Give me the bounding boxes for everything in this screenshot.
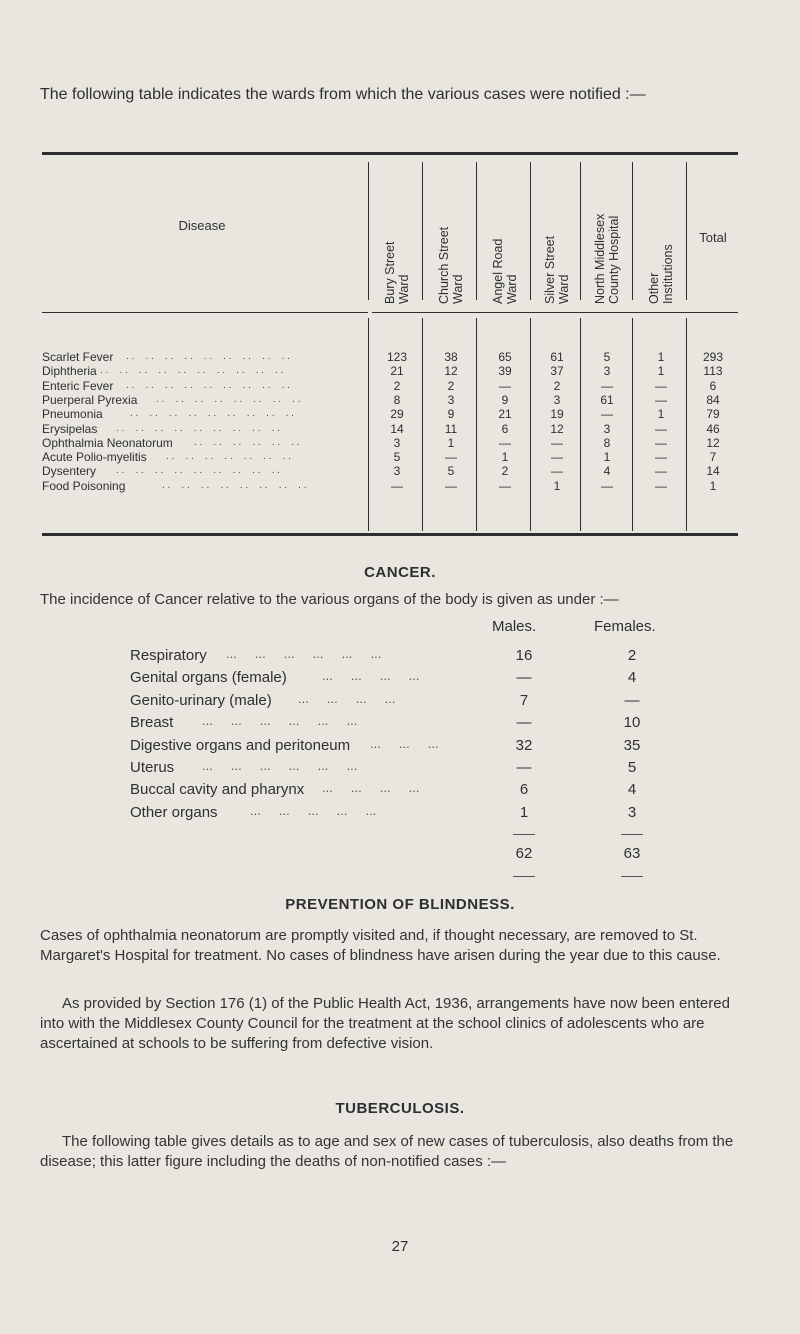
leader-dots: ... ... ... ... ... ... — [202, 713, 376, 729]
table-cell: 9 — [447, 407, 455, 422]
tuberculosis-heading: TUBERCULOSIS. — [335, 1100, 465, 1117]
ward-column-header-line: Silver Street — [543, 235, 557, 304]
table-cell: 1 — [553, 478, 561, 493]
table-cell: 38 — [444, 350, 458, 364]
table-cell: 1 — [447, 435, 455, 450]
leader-dots: ... ... ... ... ... ... — [202, 758, 376, 773]
table-cell: 11 — [444, 421, 458, 436]
column-separator — [686, 162, 687, 300]
females-total-rule — [621, 876, 643, 877]
leader-dots: . . . . . . . . . . . . . . . . — [162, 479, 318, 491]
ward-column-header-line: Ward — [505, 274, 519, 304]
table-cell: 3 — [447, 392, 455, 407]
table-cell: 19 — [550, 407, 564, 422]
table-cell: 79 — [706, 407, 720, 422]
table-cell: — — [499, 435, 511, 450]
males-value: — — [516, 669, 532, 687]
table-cell: 1 — [603, 450, 611, 465]
blindness-heading: PREVENTION OF BLINDNESS. — [285, 896, 515, 913]
table-cell: 2 — [393, 378, 401, 393]
males-header: Males. — [492, 618, 537, 635]
table-cell: 3 — [553, 392, 561, 407]
table-cell: 14 — [390, 421, 404, 436]
organ-label: Digestive organs and peritoneum — [130, 736, 351, 754]
page-number: 27 — [391, 1238, 409, 1255]
table-cell: — — [551, 464, 563, 479]
table-cell: 2 — [553, 378, 561, 393]
females-value: 3 — [627, 803, 637, 821]
table-cell: 14 — [706, 464, 720, 479]
leader-dots: ... ... ... ... — [298, 690, 414, 706]
column-separator — [368, 162, 369, 300]
column-separator — [530, 162, 531, 300]
column-separator — [476, 162, 477, 300]
disease-name: Ophthalmia Neonatorum — [42, 435, 173, 450]
leader-dots: . . . . . . . . . . . . . . . . . . — [126, 351, 302, 362]
leader-dots: . . . . . . . . . . . . . . . . . . — [116, 422, 292, 434]
column-separator — [580, 162, 581, 300]
disease-name: Food Poisoning — [42, 478, 126, 493]
table-cell: 46 — [706, 421, 720, 436]
ward-column-header-line: Ward — [557, 274, 571, 304]
leader-dots: . . . . . . . . . . . . . . . . — [156, 393, 312, 405]
disease-name: Puerperal Pyrexia — [42, 392, 138, 407]
table-cell: 61 — [550, 350, 564, 364]
leader-dots: ... ... ... ... ... ... — [226, 646, 400, 661]
ward-column-header — [491, 239, 519, 304]
table-row — [42, 422, 738, 437]
table-row — [42, 379, 738, 394]
males-value: 32 — [515, 736, 533, 754]
table-cell: — — [551, 450, 563, 465]
males-value: — — [516, 759, 532, 776]
disease-name: Enteric Fever — [42, 378, 114, 393]
table-cell: 1 — [501, 450, 509, 465]
cancer-row — [130, 668, 690, 688]
table-cell: — — [655, 435, 667, 450]
organ-label: Genital organs (female) — [130, 669, 287, 687]
table-cell: — — [655, 378, 667, 393]
leader-dots: ... ... ... ... ... — [250, 802, 395, 818]
table-cell: — — [499, 478, 511, 493]
disease-name: Diphtheria — [42, 364, 97, 379]
table-cell: — — [445, 478, 457, 493]
females-value: — — [624, 691, 640, 709]
table-cell: — — [655, 478, 667, 493]
table-cell: 6 — [709, 378, 717, 393]
disease-name: Erysipelas — [42, 421, 98, 436]
males-value: 6 — [519, 781, 529, 799]
table-cell: — — [601, 378, 613, 393]
organ-label: Breast — [130, 714, 174, 732]
ward-column-header-line: Ward — [451, 274, 465, 304]
cancer-row — [130, 736, 690, 756]
table-cell: 2 — [501, 464, 509, 479]
table-row — [42, 436, 738, 451]
table-cell: 1 — [657, 350, 665, 364]
table-cell: 21 — [390, 364, 404, 379]
males-total-rule — [513, 876, 535, 877]
organ-label: Genito-urinary (male) — [130, 691, 272, 709]
table-row — [42, 464, 738, 479]
cancer-intro: The incidence of Cancer relative to the various organs of the body is given as under :— — [40, 591, 619, 608]
ward-column-header — [543, 236, 571, 304]
table-cell: — — [391, 478, 403, 493]
cancer-row — [130, 758, 690, 778]
leader-dots: ... ... ... ... — [322, 780, 438, 796]
table-cell: 12 — [444, 364, 458, 379]
leader-dots: . . . . . . . . . . . . . . — [166, 451, 303, 463]
table-cell: 6 — [501, 421, 509, 436]
total-column-header: Total — [699, 230, 727, 245]
organ-label: Uterus — [130, 759, 175, 776]
table-cell: 21 — [498, 407, 512, 422]
cancer-total-row — [130, 844, 690, 864]
disease-name: Acute Polio-myelitis — [42, 450, 147, 465]
cancer-heading: CANCER. — [364, 564, 436, 581]
males-value: 16 — [515, 647, 533, 664]
table-cell: 5 — [393, 450, 401, 465]
table-cell: 12 — [706, 435, 720, 450]
table-cell: 37 — [550, 364, 564, 379]
cancer-row — [130, 803, 690, 823]
organ-label: Buccal cavity and pharynx — [130, 781, 305, 799]
ward-column-header-line: County Hospital — [607, 215, 621, 304]
cancer-row — [130, 713, 690, 733]
table-top-rule — [42, 152, 738, 155]
males-sum-rule — [513, 834, 535, 835]
table-cell: 5 — [603, 350, 611, 364]
table-cell: — — [655, 421, 667, 436]
table-cell: — — [655, 464, 667, 479]
table-cell: — — [445, 450, 457, 465]
organ-label: Respiratory — [130, 647, 207, 664]
females-value: 10 — [623, 714, 641, 732]
header-bottom-rule-left — [42, 312, 368, 313]
table-cell: 9 — [501, 392, 509, 407]
table-cell: 61 — [600, 392, 614, 407]
females-value: 5 — [627, 759, 637, 776]
header-bottom-rule-right — [372, 312, 738, 313]
males-value: — — [516, 714, 532, 732]
disease-name: Pneumonia — [42, 407, 103, 422]
disease-column-header: Disease — [178, 218, 226, 233]
table-cell: 3 — [603, 364, 611, 379]
table-cell: 8 — [393, 392, 401, 407]
table-cell: 1 — [657, 364, 665, 379]
ward-column-header — [593, 214, 621, 304]
table-cell: 293 — [702, 350, 724, 364]
ward-column-header-line: Other — [647, 272, 661, 304]
table-cell: 1 — [709, 478, 717, 493]
table-cell: 123 — [386, 350, 408, 364]
leader-dots: . . . . . . . . . . . . . . . . . . — [130, 408, 306, 420]
ward-column-header-line: Church Street — [437, 226, 451, 304]
ward-column-header — [437, 227, 465, 304]
females-value: 4 — [627, 781, 637, 799]
table-cell: — — [655, 392, 667, 407]
table-cell: 12 — [550, 421, 564, 436]
females-header: Females. — [594, 618, 656, 635]
ward-column-header-line: Institutions — [661, 244, 675, 304]
ward-column-header — [647, 244, 675, 304]
males-value: 7 — [519, 691, 529, 709]
disease-name: Scarlet Fever — [42, 350, 114, 364]
table-cell: 84 — [706, 392, 720, 407]
table-cell: 113 — [703, 364, 723, 379]
ward-column-header-line: Ward — [397, 274, 411, 304]
females-value: 4 — [627, 669, 637, 687]
leader-dots: . . . . . . . . . . . . — [194, 436, 311, 448]
disease-name: Dysentery — [42, 464, 97, 479]
table-cell: 3 — [603, 421, 611, 436]
table-cell: 29 — [390, 407, 404, 422]
table-cell: 5 — [447, 464, 455, 479]
ward-column-header-line: Angel Road — [491, 238, 505, 304]
total-males: 62 — [515, 845, 533, 862]
tuberculosis-paragraph: The following table gives details as to age and sex of new cases of tuberculosis, also deaths from the disease; this latter figure including the deaths of non-notified cases :— — [40, 1133, 734, 1170]
table-cell: — — [499, 378, 511, 393]
cancer-row — [130, 780, 690, 800]
table-cell: 2 — [447, 378, 455, 393]
table-cell: — — [551, 435, 563, 450]
blindness-paragraph-1: Cases of ophthalmia neonatorum are promptly visited and, if thought necessary, are removed to St. Margaret's Hospital for treatment. No cases of blindness have arisen during the year due to this cause. — [40, 927, 721, 964]
ward-column-header-line: North Middlesex — [593, 213, 607, 304]
table-cell: 4 — [603, 464, 611, 479]
cancer-row — [130, 691, 690, 711]
leader-dots: . . . . . . . . . . . . . . . . . . . . — [100, 365, 295, 377]
cancer-row — [130, 646, 690, 666]
females-value: 35 — [623, 736, 641, 754]
intro-text: The following table indicates the wards from which the various cases were notified :— — [40, 86, 646, 103]
ward-column-header-line: Bury Street — [383, 241, 397, 304]
organ-label: Other organs — [130, 803, 218, 821]
females-value: 2 — [627, 647, 637, 664]
table-cell: 3 — [393, 435, 401, 450]
table-cell: 1 — [657, 407, 665, 422]
leader-dots: ... ... ... — [370, 735, 457, 751]
males-value: 1 — [519, 803, 529, 821]
table-cell: 3 — [393, 464, 401, 479]
column-separator — [632, 162, 633, 300]
table-cell: 7 — [709, 450, 717, 465]
table-row — [42, 479, 738, 494]
leader-dots: . . . . . . . . . . . . . . . . . . — [126, 379, 302, 391]
leader-dots: . . . . . . . . . . . . . . . . . . — [116, 465, 292, 477]
table-cell: 8 — [603, 435, 611, 450]
column-separator — [422, 162, 423, 300]
table-cell: 65 — [498, 350, 512, 364]
table-cell: 39 — [498, 364, 512, 379]
ward-column-header — [383, 241, 411, 304]
table-cell: — — [601, 407, 613, 422]
total-females: 63 — [623, 845, 641, 862]
females-sum-rule — [621, 834, 643, 835]
blindness-paragraph-2: As provided by Section 176 (1) of the Public Health Act, 1936, arrangements have now been entered into with the Middlesex County Council for the treatment at the school clinics of adolescents who are ascertained at schools to be suffering from defective vision. — [40, 995, 730, 1052]
table-cell: — — [601, 478, 613, 493]
table-cell: — — [655, 450, 667, 465]
table-bottom-rule — [42, 533, 738, 536]
leader-dots: ... ... ... ... — [322, 668, 438, 684]
